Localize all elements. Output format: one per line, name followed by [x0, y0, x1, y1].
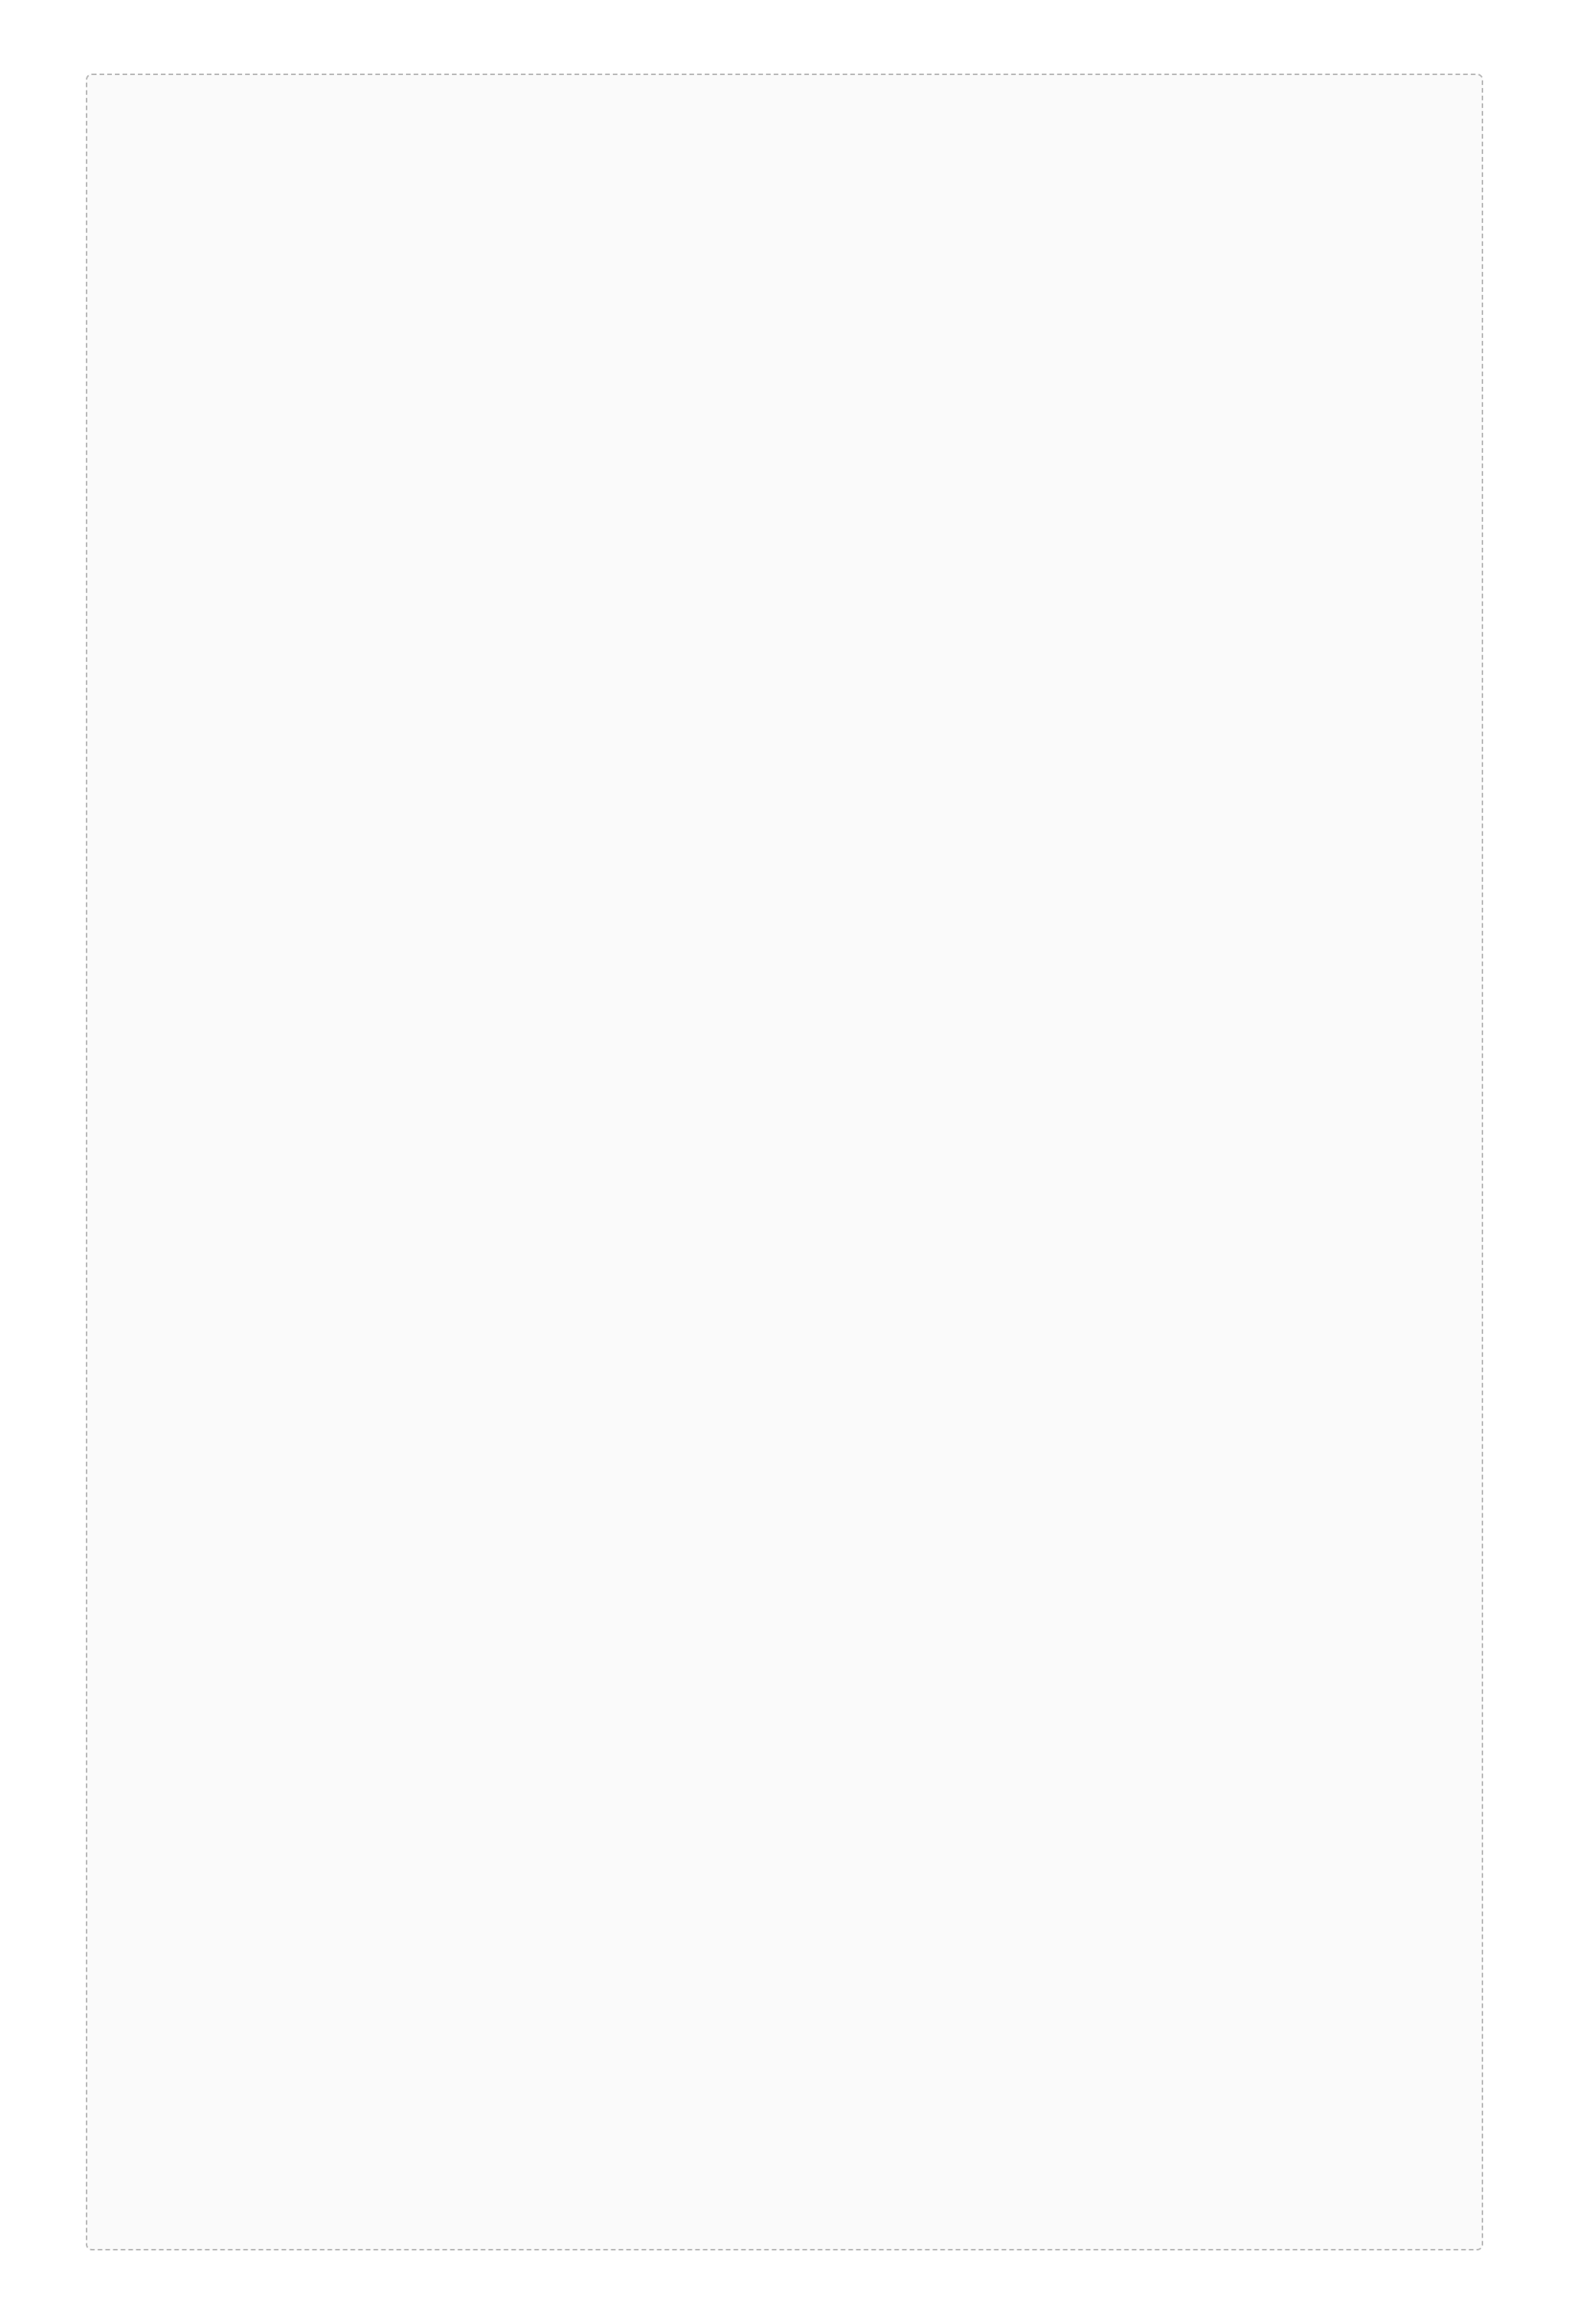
placeholder-container	[86, 74, 1483, 2250]
